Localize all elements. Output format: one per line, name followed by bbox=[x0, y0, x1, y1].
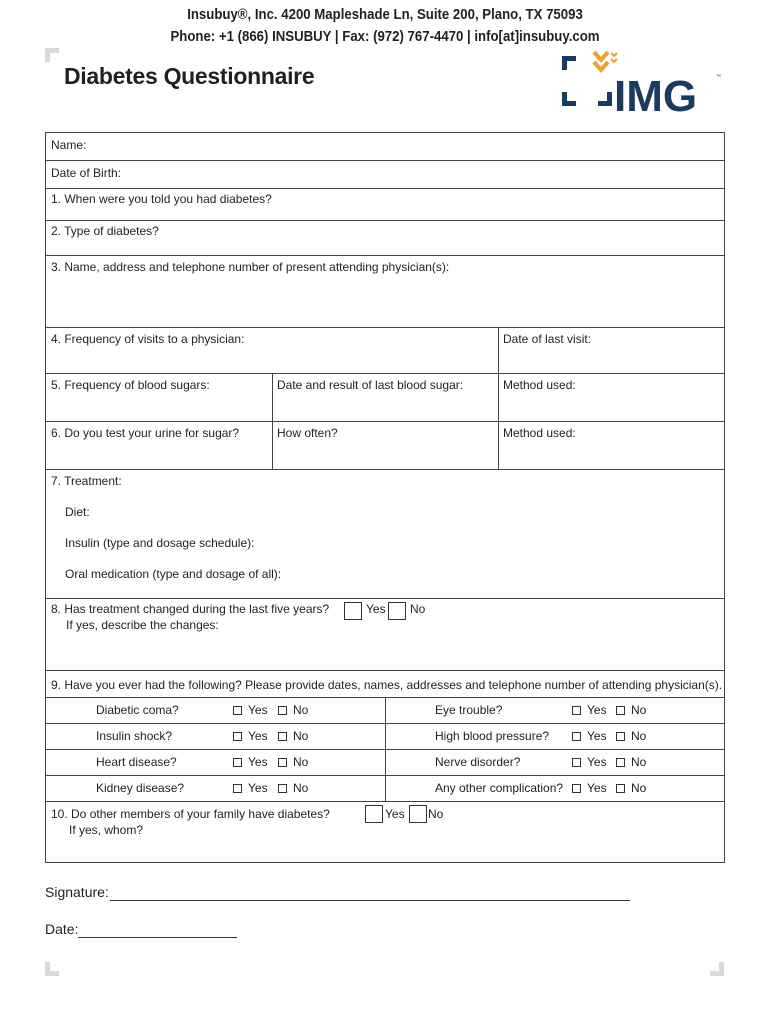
yes-label: Yes bbox=[248, 781, 268, 795]
q4-field[interactable]: 4. Frequency of visits to a physician: bbox=[51, 332, 245, 346]
condition-yes-option[interactable] bbox=[572, 703, 607, 717]
checkbox-icon[interactable] bbox=[278, 732, 287, 741]
condition-no-option[interactable] bbox=[278, 781, 308, 795]
q4-last-visit-field[interactable]: Date of last visit: bbox=[503, 332, 592, 346]
q7-oral-field[interactable]: Oral medication (type and dosage of all): bbox=[65, 567, 282, 581]
checkbox-icon[interactable] bbox=[616, 706, 625, 715]
dob-field[interactable]: Date of Birth: bbox=[51, 166, 122, 180]
no-label: No bbox=[631, 703, 647, 717]
no-label: No bbox=[293, 729, 309, 743]
checkbox-icon[interactable] bbox=[233, 706, 242, 715]
q7-label: 7. Treatment: bbox=[51, 474, 122, 488]
q10-no-label: No bbox=[428, 807, 444, 821]
q7-insulin-field[interactable]: Insulin (type and dosage schedule): bbox=[65, 536, 255, 550]
condition-yes-option[interactable] bbox=[233, 755, 268, 769]
date-label: Date: bbox=[45, 921, 79, 937]
yes-label: Yes bbox=[248, 729, 268, 743]
checkbox-icon[interactable] bbox=[616, 732, 625, 741]
q6-method-field[interactable]: Method used: bbox=[503, 426, 576, 440]
condition-yes-option[interactable] bbox=[572, 755, 607, 769]
corner-mark bbox=[45, 48, 59, 62]
checkbox-icon[interactable] bbox=[572, 784, 581, 793]
logo-tm: ™ bbox=[716, 74, 721, 80]
q8-yes-checkbox[interactable] bbox=[344, 602, 362, 620]
condition-label: Nerve disorder? bbox=[435, 755, 521, 769]
condition-label: Diabetic coma? bbox=[96, 703, 179, 717]
q8-no-label: No bbox=[410, 602, 426, 616]
checkbox-icon[interactable] bbox=[616, 758, 625, 767]
q8-no-checkbox[interactable] bbox=[388, 602, 406, 620]
condition-no-option[interactable] bbox=[278, 703, 308, 717]
corner-mark bbox=[45, 962, 59, 976]
condition-no-option[interactable] bbox=[616, 729, 646, 743]
condition-label: High blood pressure? bbox=[435, 729, 550, 743]
condition-label: Eye trouble? bbox=[435, 703, 503, 717]
q5-method-field[interactable]: Method used: bbox=[503, 378, 576, 392]
checkbox-icon[interactable] bbox=[233, 758, 242, 767]
checkbox-icon[interactable] bbox=[572, 758, 581, 767]
yes-label: Yes bbox=[248, 703, 268, 717]
checkbox-icon[interactable] bbox=[278, 784, 287, 793]
checkbox-icon[interactable] bbox=[278, 706, 287, 715]
q5-field[interactable]: 5. Frequency of blood sugars: bbox=[51, 378, 210, 392]
corner-mark bbox=[710, 962, 724, 976]
yes-label: Yes bbox=[587, 781, 607, 795]
q2-field[interactable]: 2. Type of diabetes? bbox=[51, 224, 159, 238]
q10-yes-label: Yes bbox=[385, 807, 405, 821]
yes-label: Yes bbox=[587, 755, 607, 769]
condition-no-option[interactable] bbox=[616, 703, 646, 717]
condition-label: Heart disease? bbox=[96, 755, 177, 769]
checkbox-icon[interactable] bbox=[278, 758, 287, 767]
condition-label: Kidney disease? bbox=[96, 781, 185, 795]
condition-no-option[interactable] bbox=[278, 755, 308, 769]
condition-no-option[interactable] bbox=[616, 781, 646, 795]
q10-whom-field[interactable]: If yes, whom? bbox=[69, 823, 144, 837]
q7-diet-field[interactable]: Diet: bbox=[65, 505, 90, 519]
condition-yes-option[interactable] bbox=[572, 729, 607, 743]
q8-label: 8. Has treatment changed during the last five years? bbox=[51, 602, 330, 616]
logo-text: IMG bbox=[614, 72, 698, 114]
condition-label: Any other complication? bbox=[435, 781, 564, 795]
no-label: No bbox=[293, 755, 309, 769]
q8-yes-label: Yes bbox=[366, 602, 386, 616]
yes-label: Yes bbox=[587, 729, 607, 743]
condition-yes-option[interactable] bbox=[233, 781, 268, 795]
condition-no-option[interactable] bbox=[278, 729, 308, 743]
q1-field[interactable]: 1. When were you told you had diabetes? bbox=[51, 192, 272, 206]
yes-label: Yes bbox=[248, 755, 268, 769]
q6-field[interactable]: 6. Do you test your urine for sugar? bbox=[51, 426, 240, 440]
img-logo bbox=[558, 50, 728, 114]
checkbox-icon[interactable] bbox=[233, 732, 242, 741]
yes-label: Yes bbox=[587, 703, 607, 717]
no-label: No bbox=[631, 729, 647, 743]
checkbox-icon[interactable] bbox=[572, 732, 581, 741]
condition-no-option[interactable] bbox=[616, 755, 646, 769]
no-label: No bbox=[631, 781, 647, 795]
q6-how-often-field[interactable]: How often? bbox=[277, 426, 338, 440]
condition-label: Insulin shock? bbox=[96, 729, 173, 743]
condition-yes-option[interactable] bbox=[233, 703, 268, 717]
condition-yes-option[interactable] bbox=[233, 729, 268, 743]
signature-line[interactable] bbox=[110, 900, 630, 901]
page-title: Diabetes Questionnaire bbox=[64, 63, 315, 89]
q10-yes-checkbox[interactable] bbox=[365, 805, 383, 823]
condition-yes-option[interactable] bbox=[572, 781, 607, 795]
q10-no-checkbox[interactable] bbox=[409, 805, 427, 823]
name-field[interactable]: Name: bbox=[51, 138, 87, 152]
checkbox-icon[interactable] bbox=[572, 706, 581, 715]
no-label: No bbox=[293, 781, 309, 795]
q3-field[interactable]: 3. Name, address and telephone number of present attending physician(s): bbox=[51, 260, 450, 274]
q9-label: 9. Have you ever had the following? Please provide dates, names, addresses and telephone number of attending physician(s). bbox=[51, 678, 723, 692]
date-line[interactable] bbox=[78, 937, 237, 938]
no-label: No bbox=[631, 755, 647, 769]
q5-last-result-field[interactable]: Date and result of last blood sugar: bbox=[277, 378, 464, 392]
no-label: No bbox=[293, 703, 309, 717]
q8-describe-field[interactable]: If yes, describe the changes: bbox=[66, 618, 219, 632]
q10-label: 10. Do other members of your family have diabetes? bbox=[51, 807, 330, 821]
checkbox-icon[interactable] bbox=[233, 784, 242, 793]
company-address: Insubuy®, Inc. 4200 Mapleshade Ln, Suite 200, Plano, TX 75093 bbox=[187, 6, 583, 23]
signature-label: Signature: bbox=[45, 884, 109, 900]
checkbox-icon[interactable] bbox=[616, 784, 625, 793]
company-contact: Phone: +1 (866) INSUBUY | Fax: (972) 767-4470 | info[at]insubuy.com bbox=[170, 28, 600, 45]
